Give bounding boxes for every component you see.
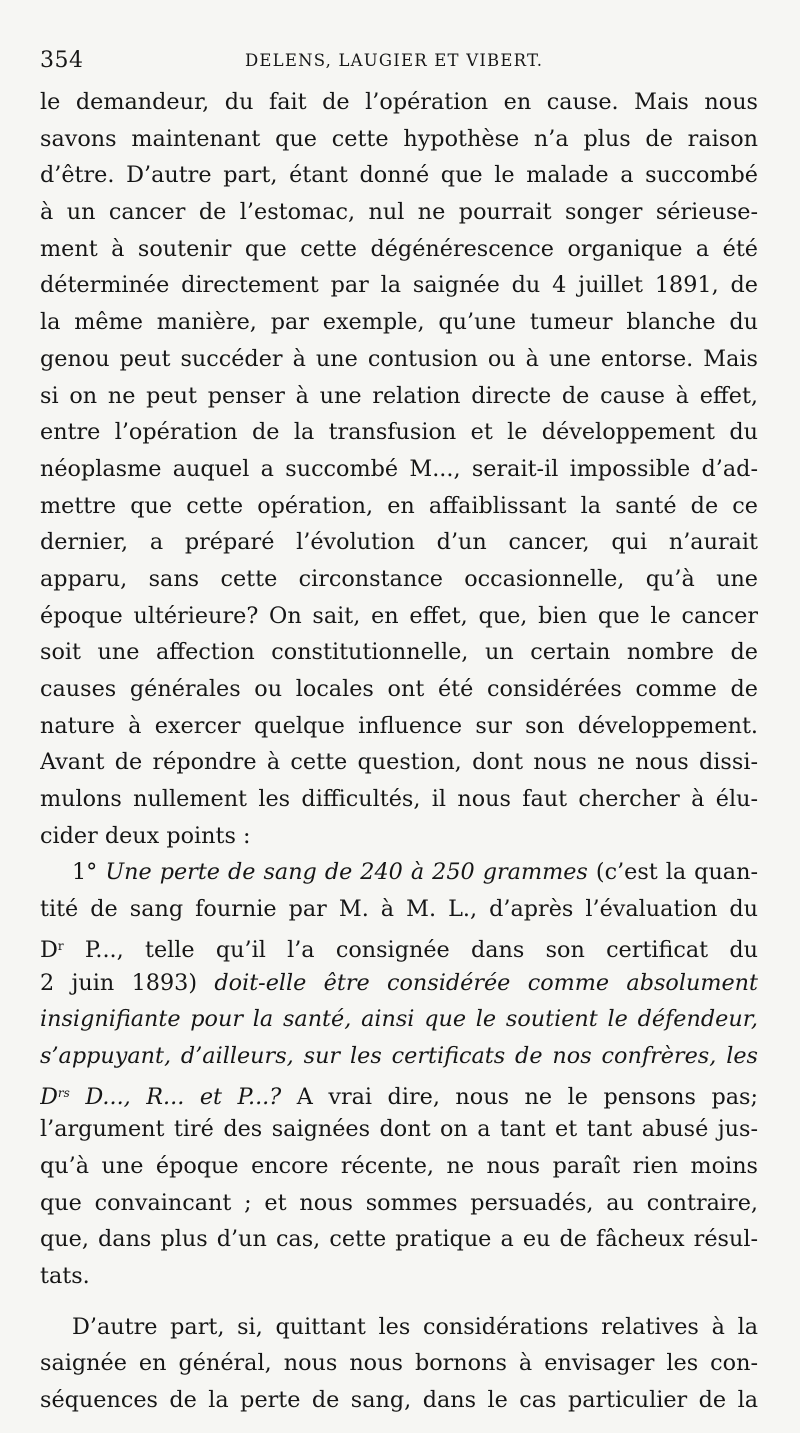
text-run: D	[40, 1083, 58, 1110]
point-1-line	[40, 965, 758, 1002]
point-number: 1°	[72, 859, 98, 886]
text-line: saignée en général, nous nous bornons à envisager les con-	[40, 1350, 758, 1377]
point-1-line: l’argument tiré des saignées dont on a tant et tant abusé jus-	[40, 1116, 758, 1143]
point-1-line: que, dans plus d’un cas, cette pratique a eu de fâcheux résul-	[40, 1226, 758, 1253]
paragraph-gap	[40, 1295, 758, 1309]
text-line: époque ultérieure? On sait, en effet, que, bien que le cancer	[40, 602, 758, 629]
text-line: entre l’opération de la transfusion et le développement du	[40, 419, 758, 446]
point-1-line: qu’à une époque encore récente, ne nous paraît rien moins	[40, 1152, 758, 1179]
text-line: Avant de répondre à cette question, dont nous ne nous dissi-	[40, 749, 758, 776]
superscript: r	[57, 938, 64, 953]
running-title: DELENS, LAUGIER ET VIBERT.	[245, 51, 544, 70]
text-run: A vrai dire, nous ne le pensons pas;	[281, 1083, 758, 1110]
text-line: mettre que cette opération, en affaiblissant la santé de ce	[40, 492, 758, 519]
text-line: dernier, a préparé l’évolution d’un cancer, qui n’aurait	[40, 529, 758, 556]
point-1-line	[40, 854, 758, 891]
point-1-line: tité de sang fournie par M. à M. L., d’après l’évaluation du	[40, 896, 758, 923]
point-1-line	[40, 1075, 758, 1112]
text-line: ment à soutenir que cette dégénérescence organique a été	[40, 235, 758, 262]
point-1-line	[40, 928, 758, 965]
italic-text: doit-elle être considérée comme absolument	[214, 969, 758, 996]
text-line: mulons nullement les difficultés, il nous faut chercher à élu-	[40, 786, 758, 813]
text-line: le demandeur, du fait de l’opération en cause. Mais nous	[40, 89, 758, 115]
body-text	[40, 84, 758, 1419]
text-run: (c’est la quan-	[587, 859, 758, 886]
running-head	[40, 38, 758, 84]
italic-text: insignifiante pour la santé, ainsi que le soutient le défendeur,	[40, 1006, 758, 1033]
superscript: rs	[57, 1085, 70, 1100]
text-line: savons maintenant que cette hypothèse n’a plus de raison	[40, 125, 758, 152]
italic-text: D..., R... et P...?	[69, 1083, 282, 1110]
text-line: nature à exercer quelque influence sur son développement.	[40, 712, 758, 739]
point-1-line	[40, 1001, 758, 1038]
text-line: cider deux points :	[40, 822, 251, 849]
point-1-line	[40, 1038, 758, 1075]
text-line: D’autre part, si, quittant les considérations relatives à la	[72, 1313, 758, 1340]
italic-text: Une perte de sang de 240 à 250 grammes	[105, 859, 588, 886]
text-line: néoplasme auquel a succombé M..., serait-il impossible d’ad-	[40, 455, 758, 482]
text-line: soit une affection constitutionnelle, un certain nombre de	[40, 639, 758, 666]
text-run: P..., telle qu’il l’a consignée dans son certificat du	[63, 936, 758, 963]
text-line: à un cancer de l’estomac, nul ne pourrait songer sérieuse-	[40, 199, 758, 226]
point-1-line: tats.	[40, 1263, 90, 1289]
text-line: séquences de la perte de sang, dans le cas particulier de la	[40, 1387, 758, 1414]
text-run: D	[40, 936, 58, 963]
text-line: genou peut succéder à une contusion ou à une entorse. Mais	[40, 345, 758, 372]
text-line: la même manière, par exemple, qu’une tumeur blanche du	[40, 309, 758, 336]
page-number: 354	[40, 48, 84, 73]
point-1-line: que convaincant ; et nous sommes persuadés, au contraire,	[40, 1189, 758, 1216]
text-line: causes générales ou locales ont été considérées comme de	[40, 676, 758, 702]
text-line: d’être. D’autre part, étant donné que le malade a succombé	[40, 162, 758, 189]
text-line: déterminée directement par la saignée du 4 juillet 1891, de	[40, 272, 758, 299]
text-line: apparu, sans cette circonstance occasionnelle, qu’à une	[40, 565, 758, 592]
text-run: 2 juin 1893)	[40, 969, 215, 996]
text-line: si on ne peut penser à une relation directe de cause à effet,	[40, 382, 758, 409]
italic-text: s’appuyant, d’ailleurs, sur les certificats de nos confrères, les	[40, 1042, 758, 1069]
